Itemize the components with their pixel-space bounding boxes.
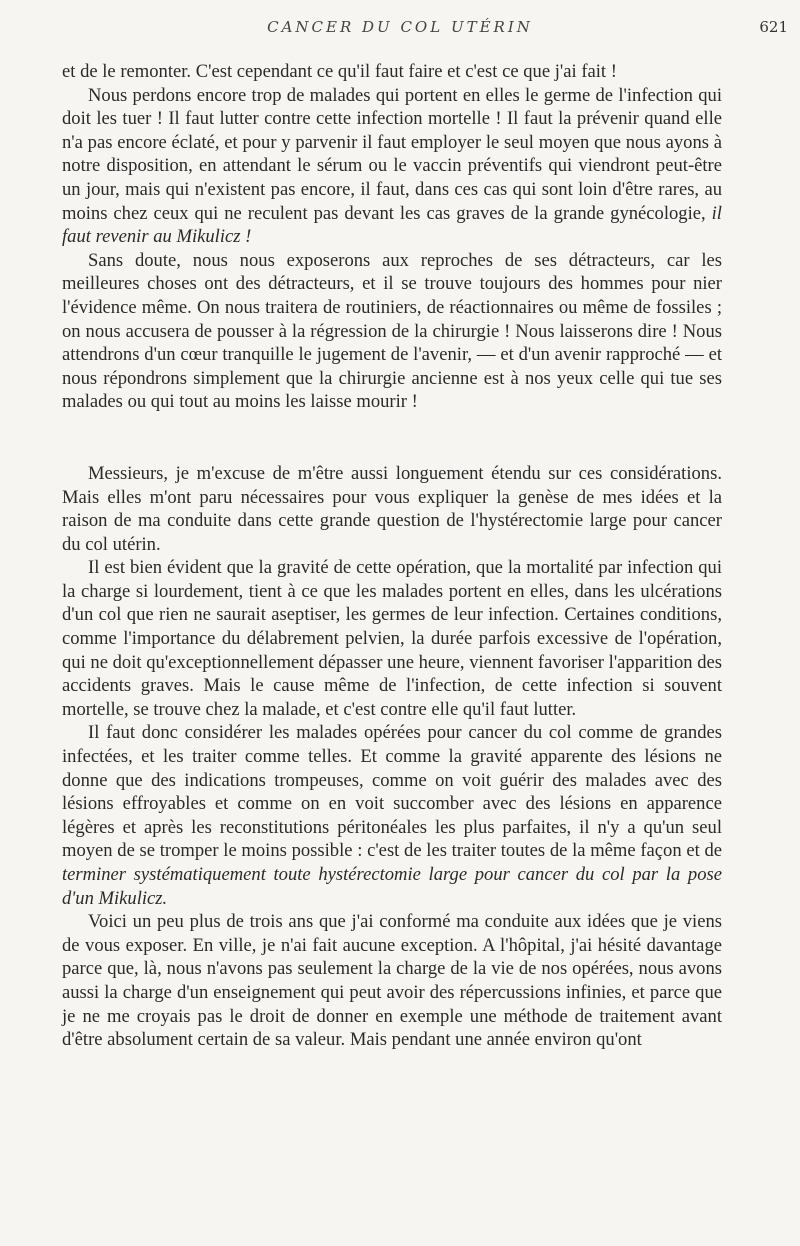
paragraph-2 xyxy=(62,84,722,249)
paragraph-6 xyxy=(62,721,722,910)
paragraph-6-text: Il faut donc considérer les malades opérées pour cancer du col comme de grandes infectées, et les traiter comme telles. Et comme la gravité apparente des lésions ne donne que des indications trompeuses, comme on voit guérir des malades avec des lésions effroyables et comme on en voit succomber avec des lésions en apparence légères et après les reconstitutions péritonéales les plus parfaites, il n'y a qu'un seul moyen de se tromper le moins possible : c'est de les traiter toutes de la même façon et de xyxy=(62,722,722,862)
paragraph-4: Messieurs, je m'excuse de m'être aussi longuement étendu sur ces considérations. Mais elles m'ont paru nécessaires pour vous expliquer la genèse de mes idées et la raison de ma conduite dans cette grande question de l'hystérectomie large pour cancer du col utérin. xyxy=(62,462,722,555)
body-text xyxy=(62,60,722,1052)
paragraph-3: Sans doute, nous nous exposerons aux reproches de ses détracteurs, car les meilleures choses ont des détracteurs, et il se trouve toujours des hommes pour nier l'évidence même. On nous traitera de routiniers, de réactionnaires ou même de fossiles ; on nous accusera de pousser à la régression de la chirurgie ! Nous laisserons dire ! Nous attendrons d'un cœur tranquille le jugement de l'avenir, — et d'un avenir rapproché — et nous répondrons simplement que la chirurgie ancienne est à nos yeux celle qui tue ses malades ou qui tout au moins les laisse mourir ! xyxy=(62,249,722,413)
paragraph-2-italic: il faut revenir au Mikulicz ! xyxy=(62,202,722,248)
paragraph-6-italic: terminer systématiquement toute hystérectomie large pour cancer du col par la pose d'un Mikulicz. xyxy=(62,864,722,909)
paragraph-7: Voici un peu plus de trois ans que j'ai conformé ma conduite aux idées que je viens de vous exposer. En ville, je n'ai fait aucune exception. A l'hôpital, j'ai hésité davantage parce que, là, nous n'avons pas seulement la charge de la vie de nos opérées, nous avons aussi la charge d'un enseignement qui peut avoir des répercussions infinies, et parce que je ne me croyais pas le droit de donner en exemple une méthode de traitement avant d'être absolument certain de sa valeur. Mais pendant une année environ qu'ont xyxy=(62,911,722,1051)
paragraph-2-text: Nous perdons encore trop de malades qui portent en elles le germe de l'infection qui doit les tuer ! Il faut lutter contre cette infection mortelle ! Il faut la prévenir quand elle n'a pas encore éclaté, et pour y parvenir il faut employer le seul moyen que nous ayons à notre disposition, en attendant le sérum ou le vaccin préventifs qui viendront peut-être un jour, mais qui n'existent pas encore, il faut, dans ces cas qui sont loin d'être rares, au moins chez ceux qui ne reculent pas devant les cas graves de la grande gynécologie, xyxy=(62,84,722,224)
running-header xyxy=(0,18,800,44)
paragraph-5: Il est bien évident que la gravité de cette opération, que la mortalité par infection qui la charge si lourdement, tient à ce que les malades portent en elles, dans les ulcérations d'un col que rien ne saurait aseptiser, les germes de leur infection. Certaines conditions, comme l'importance du délabrement pelvien, la durée parfois excessive de l'opération, qui ne doit qu'exceptionnellement dépasser une heure, viennent favoriser l'apparition des accidents graves. Mais le cause même de l'infection, de cette infection si souvent mortelle, se trouve chez la malade, et c'est contre elle qu'il faut lutter. xyxy=(62,557,722,720)
page-number: 621 xyxy=(759,18,788,36)
paragraph-1: et de le remonter. C'est cependant ce qu'il faut faire et c'est ce que j'ai fait ! xyxy=(62,61,617,82)
running-title: CANCER DU COL UTÉRIN xyxy=(267,18,533,36)
